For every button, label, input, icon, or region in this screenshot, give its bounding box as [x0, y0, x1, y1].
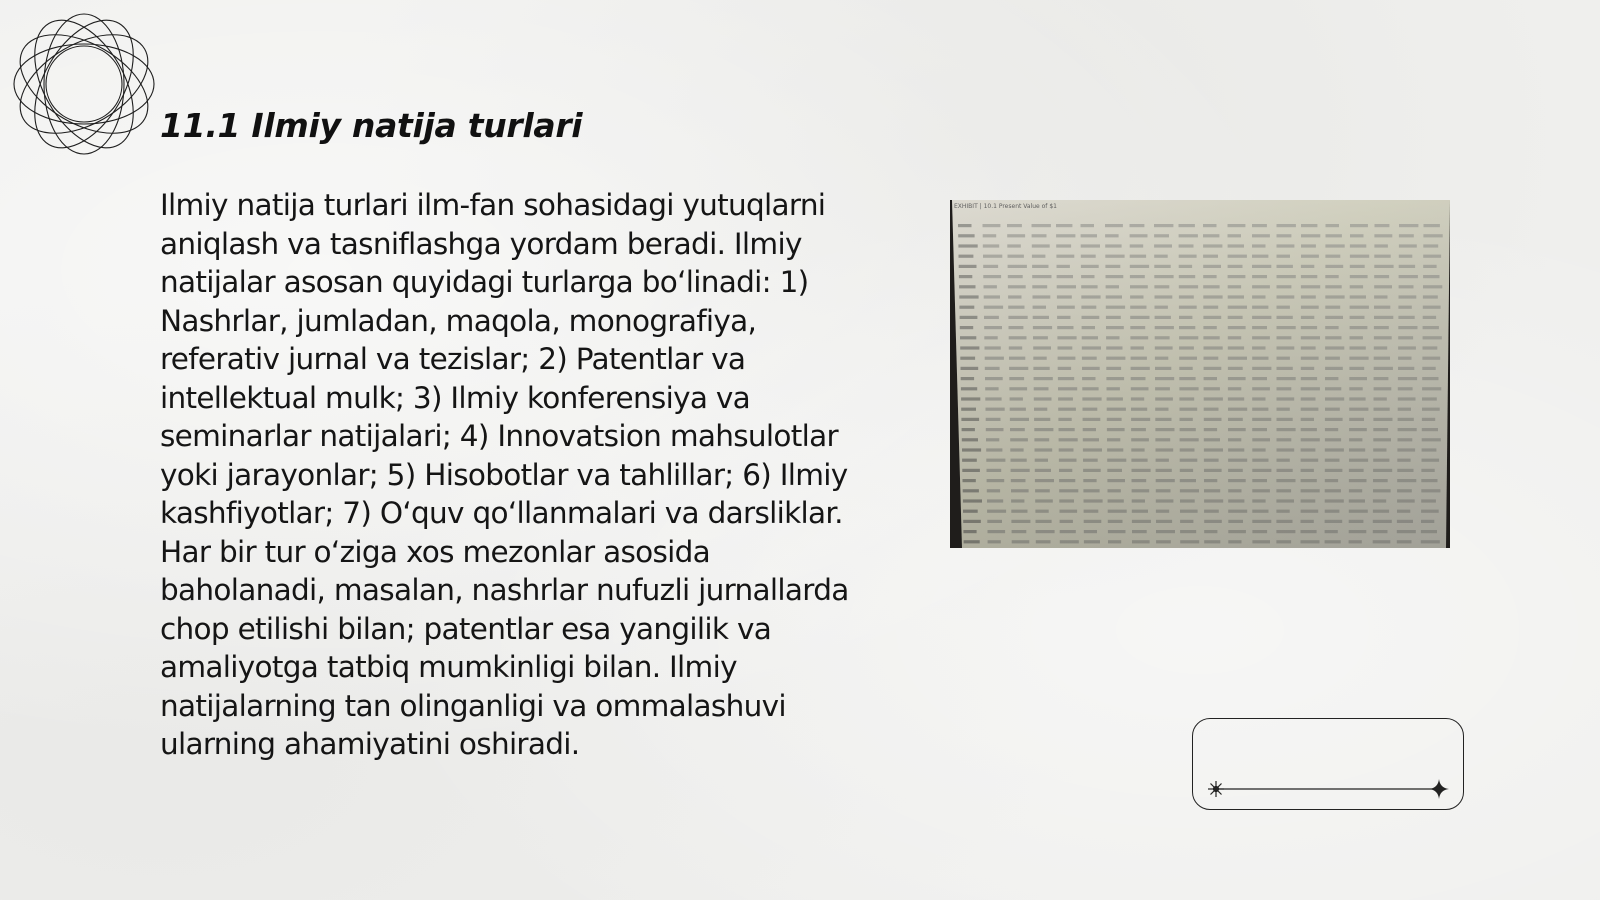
four-point-star-icon	[1429, 779, 1449, 799]
sparkle-icon	[1208, 781, 1224, 797]
rosette-ornament-icon	[10, 10, 158, 158]
slide-title: 11.1 Ilmiy natija turlari	[160, 106, 583, 145]
rosette-ellipse	[10, 14, 158, 153]
rosette-ellipse	[10, 14, 158, 153]
table-photo	[950, 200, 1450, 548]
decorative-card	[1192, 718, 1464, 810]
rosette-ellipse	[14, 10, 153, 158]
rosette-center-circle	[46, 46, 122, 122]
body-text: Ilmiy natija turlari ilm-fan sohasidagi yutuqlarni aniqlash va tasniflashga yordam beradi. Ilmiy natijalar asosan quyidagi turlarga bo‘linadi: 1) Nashrlar, jumladan, maqola, monografiya, referativ jurnal va tezislar; 2) Patentlar va intellektual mulk; 3) Ilmiy konferensiya va seminarlar natijalari; 4) Innovatsion mahsulotlar yoki jarayonlar; 5) Hisobotlar va tahlillar; 6) Ilmiy kashfiyotlar; 7) O‘quv qo‘llanmalari va darsliklar. Har bir tur o‘ziga xos mezonlar asosida baholanadi, masalan, nashrlar nufuzli jurnallarda chop etilishi bilan; patentlar esa yangilik va amaliyotga tatbiq mumkinligi bilan. Ilmiy natijalarning tan olinganligi va ommalashuvi ularning ahamiyatini oshiradi.	[160, 188, 849, 761]
rosette-ellipse	[14, 10, 153, 158]
